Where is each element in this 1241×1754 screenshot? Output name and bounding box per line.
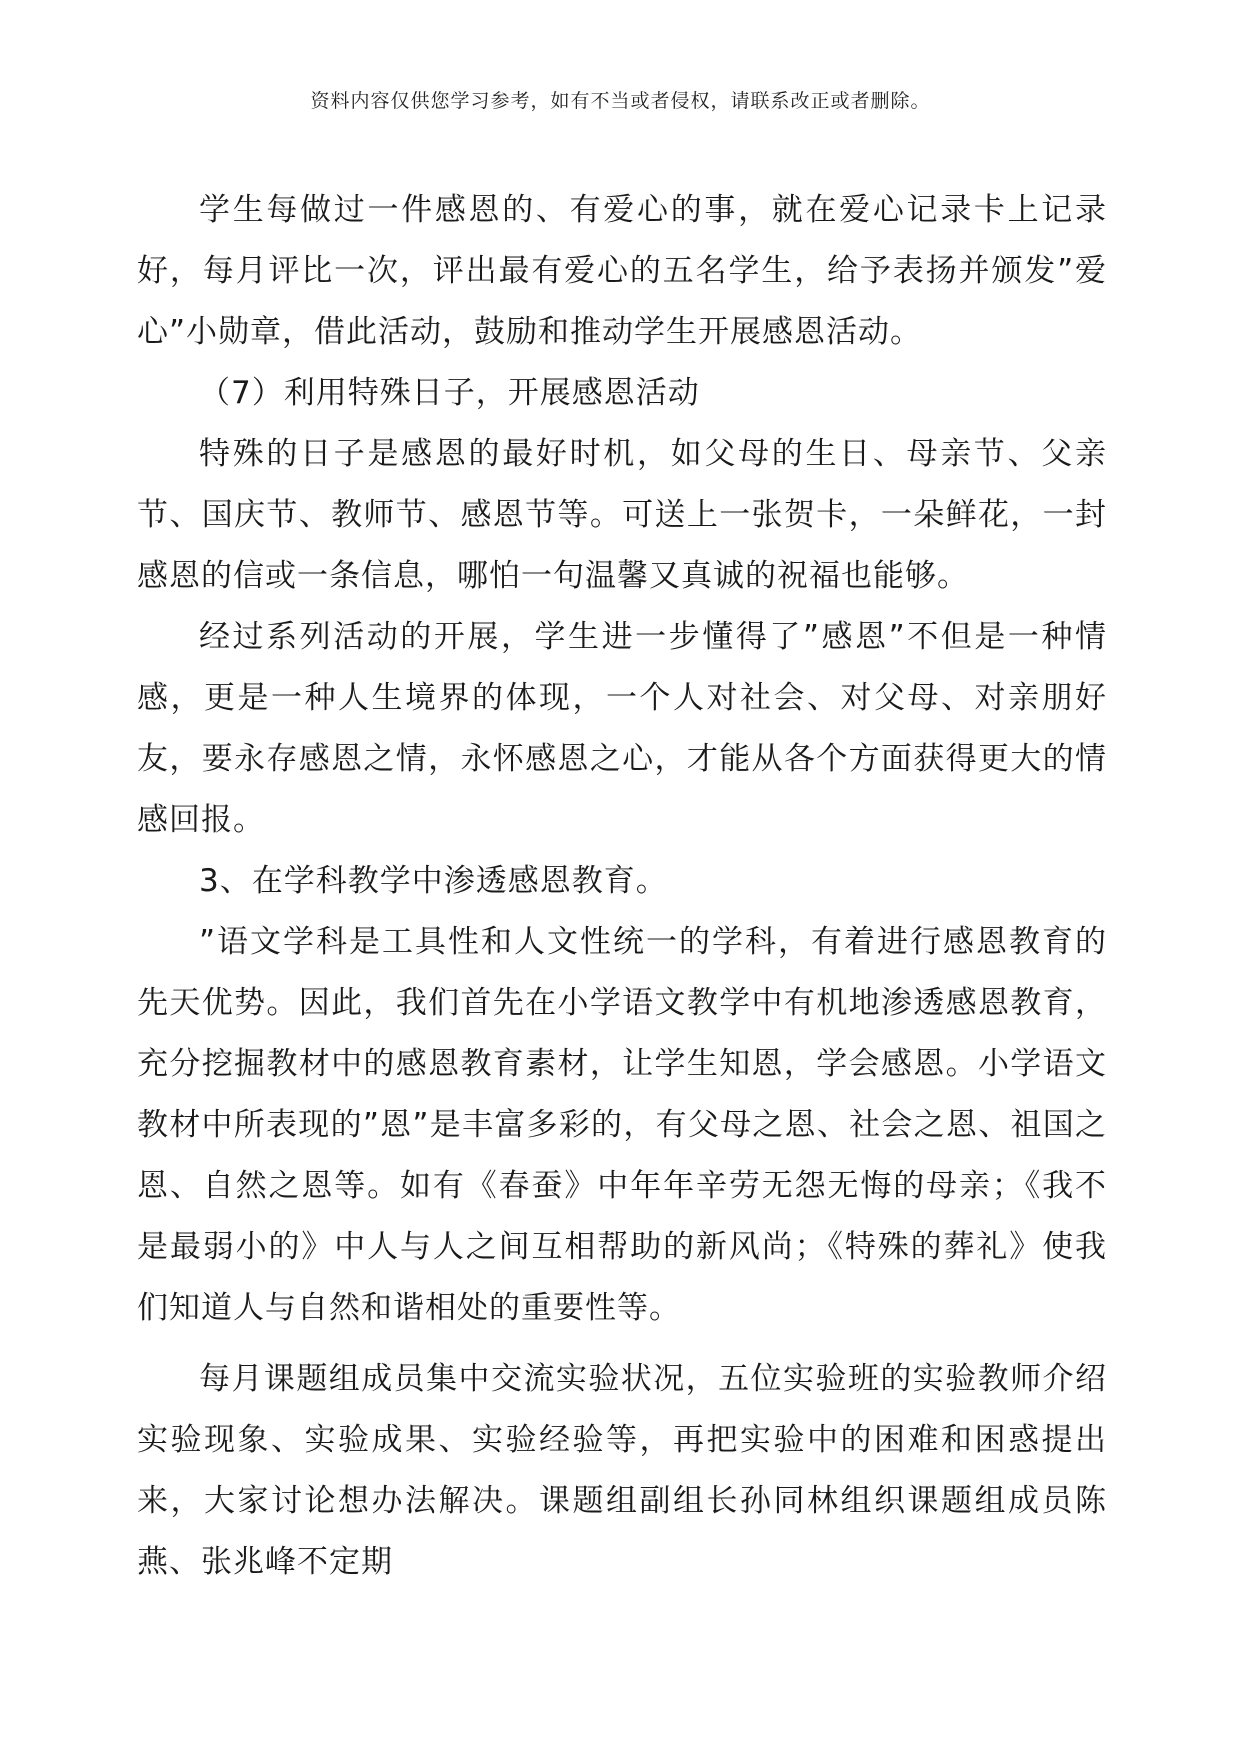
paragraph-monthly-exchange: 每月课题组成员集中交流实验状况，五位实验班的实验教师介绍实验现象、实验成果、实验经验等，再把实验中的困难和困惑提出来，大家讨论想办法解决。课题组副组长孙同林组织课题组成员陈燕、张兆峰不定期 [137,1361,1107,1580]
paragraph-caring-record: 学生每做过一件感恩的、有爱心的事，就在爱心记录卡上记录好，每月评比一次，评出最有爱心的五名学生，给予表扬并颁发”爱心”小勋章，借此活动，鼓励和推动学生开展感恩活动。 [137,192,1107,350]
paragraph-activity-outcome: 经过系列活动的开展，学生进一步懂得了”感恩”不但是一种情感，更是一种人生境界的体现，一个人对社会、对父母、对亲朋好友，要永存感恩之情，永怀感恩之心，才能从各个方面获得更大的情感回报。 [137,619,1107,838]
disclaimer-header: 资料内容仅供您学习参考，如有不当或者侵权，请联系改正或者删除。 [310,90,931,112]
subheading-subject-teaching: 3、在学科教学中渗透感恩教育。 [199,863,668,899]
subheading-special-days: （7）利用特殊日子，开展感恩活动 [199,375,700,411]
paragraph-special-days: 特殊的日子是感恩的最好时机，如父母的生日、母亲节、父亲节、国庆节、教师节、感恩节等。可送上一张贺卡，一朵鲜花，一封感恩的信或一条信息，哪怕一句温馨又真诚的祝福也能够。 [137,436,1107,594]
paragraph-chinese-subject: ”语文学科是工具性和人文性统一的学科，有着进行感恩教育的先天优势。因此，我们首先在小学语文教学中有机地渗透感恩教育，充分挖掘教材中的感恩教育素材，让学生知恩，学会感恩。小学语文教材中所表现的”恩”是丰富多彩的，有父母之恩、社会之恩、祖国之恩、自然之恩等。如有《春蚕》中年年辛劳无怨无悔的母亲；《我不是最弱小的》中人与人之间互相帮助的新风尚；《特殊的葬礼》使我们知道人与自然和谐相处的重要性等。 [137,924,1107,1326]
document-body [137,180,1107,1593]
